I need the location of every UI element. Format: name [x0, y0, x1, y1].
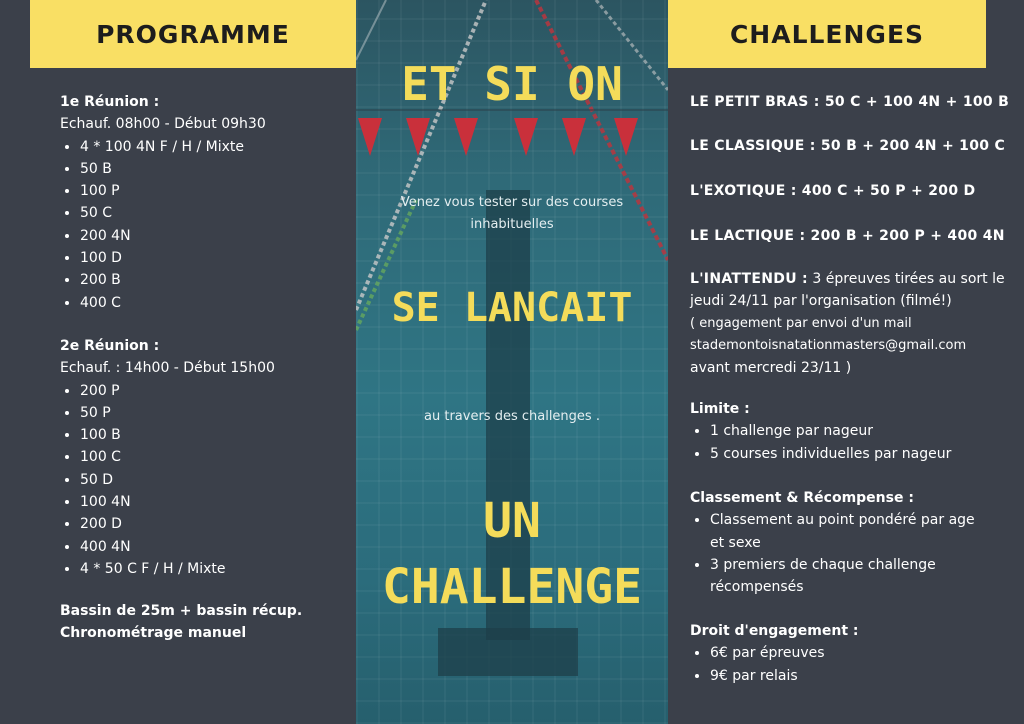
droit-block: [690, 620, 1010, 687]
list-item: • 100 P: [80, 180, 350, 202]
headline-line-3: UN: [483, 493, 541, 549]
flag-icon: [562, 118, 586, 156]
limite-block: [690, 398, 1010, 465]
list-item: • 100 C: [80, 446, 350, 468]
pool-footer-1: Bassin de 25m + bassin récup.: [60, 603, 303, 619]
list-item: • 9€ par relais: [710, 665, 1010, 687]
droit-heading: Droit d'engagement :: [690, 623, 859, 639]
reunion-2-list: [60, 380, 350, 581]
flag-icon: [406, 118, 430, 156]
pool-image-panel: [356, 0, 668, 724]
deadline: avant mercredi 23/11 ): [690, 360, 852, 377]
lane-t-mark: [438, 628, 578, 676]
backstroke-flags: [356, 118, 668, 162]
engagement-note: ( engagement par envoi d'un mail: [690, 315, 912, 331]
limite-list: [690, 420, 1010, 465]
limite-heading: Limite :: [690, 401, 750, 417]
flag-icon: [454, 118, 478, 156]
flag-icon: [614, 118, 638, 156]
reunion-1-list: [60, 136, 350, 314]
pool-info: [60, 600, 350, 645]
challenge-item: LE LACTIQUE : 200 B + 200 P + 400 4N: [690, 228, 1005, 244]
flag-icon: [358, 118, 382, 156]
list-item: • 200 4N: [80, 225, 350, 247]
reunion-1-timing: Echauf. 08h00 - Début 09h30: [60, 116, 266, 133]
challenge-item: L'EXOTIQUE : 400 C + 50 P + 200 D: [690, 183, 976, 199]
headline-line-4: CHALLENGE: [381, 559, 643, 615]
reunion-2-heading: 2e Réunion :: [60, 338, 160, 354]
reunion-1-heading: 1e Réunion :: [60, 94, 160, 110]
list-item: • 200 B: [80, 269, 350, 291]
challenges-panel: [668, 0, 1024, 724]
list-item: • 50 B: [80, 158, 350, 180]
inattendu-label: L'INATTENDU :: [690, 271, 808, 287]
droit-list: [690, 642, 1010, 687]
list-item: • 1 challenge par nageur: [710, 420, 1010, 442]
list-item: • 200 P: [80, 380, 350, 402]
list-item: • 5 courses individuelles par nageur: [710, 443, 1010, 465]
headline-line-2: SE LANCAIT: [391, 285, 633, 331]
pool-footer-2: Chronométrage manuel: [60, 625, 247, 642]
list-item: • 4 * 100 4N F / H / Mixte: [80, 136, 350, 158]
list-item: • Classement au point pondéré par age et sexe: [710, 509, 990, 554]
inattendu-description: 3 épreuves tirées au sort le jeudi 24/11 par l'organisation (filmé!): [690, 271, 1005, 310]
challenge-item: LE PETIT BRAS : 50 C + 100 4N + 100 B: [690, 94, 1010, 110]
challenges-title: CHALLENGES: [668, 0, 986, 68]
list-item: • 100 4N: [80, 491, 350, 513]
list-item: • 50 D: [80, 469, 350, 491]
list-item: • 50 C: [80, 202, 350, 224]
reunion-2-timing: Echauf. : 14h00 - Début 15h00: [60, 360, 275, 377]
list-item: • 400 C: [80, 292, 350, 314]
inattendu-block: [690, 268, 1010, 379]
reunion-1: [60, 91, 350, 314]
headline-line-1: ET SI ON: [401, 57, 623, 111]
reunion-2: [60, 335, 350, 580]
list-item: • 100 D: [80, 247, 350, 269]
list-item: • 4 * 50 C F / H / Mixte: [80, 558, 350, 580]
list-item: • 100 B: [80, 424, 350, 446]
contact-email: stademontoisnatationmasters@gmail.com: [690, 337, 967, 353]
classement-list: [690, 509, 990, 598]
programme-title: PROGRAMME: [30, 0, 356, 68]
list-item: • 200 D: [80, 513, 350, 535]
list-item: • 50 P: [80, 402, 350, 424]
classement-block: [690, 487, 1010, 598]
subtitle-2: au travers des challenges .: [424, 409, 600, 424]
programme-panel: [0, 0, 356, 724]
subtitle-1: Venez vous tester sur des courses inhabituelles: [400, 195, 624, 232]
classement-heading: Classement & Récompense :: [690, 490, 914, 506]
challenge-item: LE CLASSIQUE : 50 B + 200 4N + 100 C: [690, 138, 1006, 154]
inattendu-text: [690, 268, 1010, 313]
list-item: • 6€ par épreuves: [710, 642, 1010, 664]
list-item: • 3 premiers de chaque challenge récompensés: [710, 554, 990, 599]
list-item: • 400 4N: [80, 536, 350, 558]
flag-icon: [514, 118, 538, 156]
